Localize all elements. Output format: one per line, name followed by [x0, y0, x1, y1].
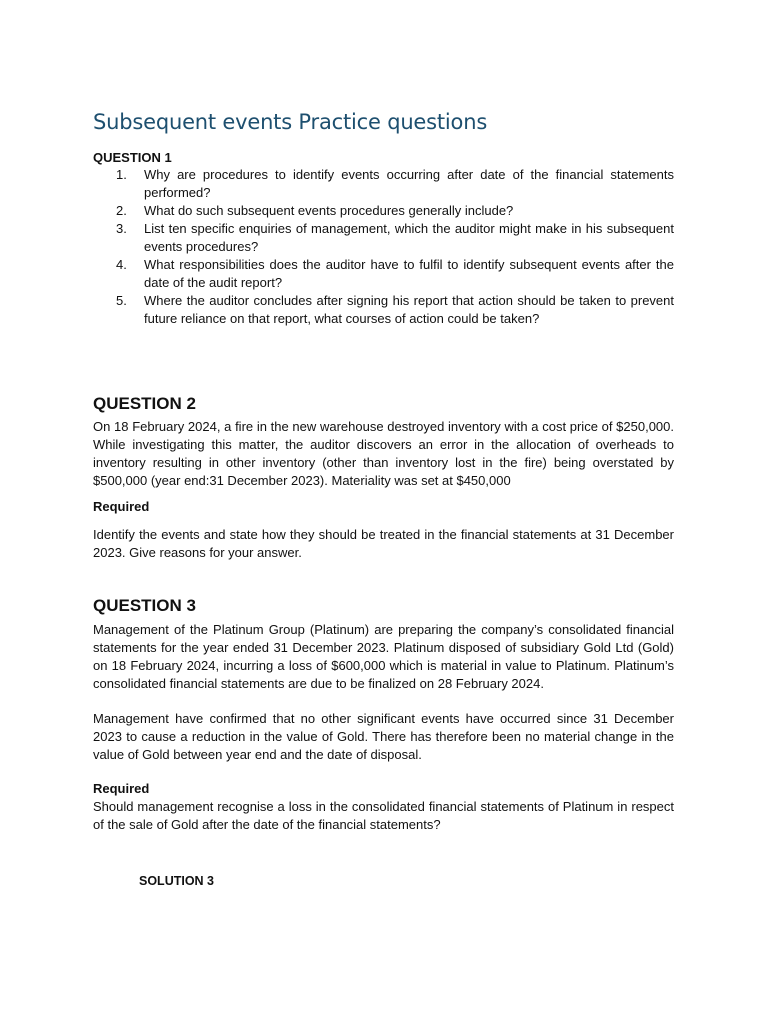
list-item-text: Where the auditor concludes after signing his report that action should be taken to prevent future reliance on that report, what courses of action could be taken?: [144, 293, 674, 326]
question-3-body-paragraph-2: Management have confirmed that no other significant events have occurred since 31 December 2023 to cause a reduction in the value of Gold. There has therefore been no material change in the value of Gold between year end and the date of disposal.: [93, 711, 674, 762]
question-1-item: [116, 256, 674, 292]
question-1-list: [93, 166, 674, 328]
question-3-required-text: Should management recognise a loss in the consolidated financial statements of Platinum in respect of the sale of Gold after the date of the financial statements?: [93, 799, 674, 832]
question-1-item: [116, 166, 674, 202]
question-1-item: [116, 220, 674, 256]
question-2-body: On 18 February 2024, a fire in the new warehouse destroyed inventory with a cost price of $250,000. While investigating this matter, the auditor discovers an error in the allocation of overheads to inventory resulting in other inventory (other than inventory lost in the fire) being overstated by $500,000 (year end:31 December 2023). Materiality was set at $450,000: [93, 419, 674, 488]
list-item-text: What responsibilities does the auditor have to fulfil to identify subsequent events after the date of the audit report?: [144, 257, 674, 290]
question-3-heading: QUESTION 3: [93, 596, 196, 615]
list-item-text: What do such subsequent events procedures generally include?: [144, 203, 514, 218]
question-2-required-label: Required: [93, 499, 150, 514]
question-3-body-paragraph-1: Management of the Platinum Group (Platinum) are preparing the company’s consolidated financial statements for the year ended 31 December 2023. Platinum disposed of subsidiary Gold Ltd (Gold) on 18 February 2024, incurring a loss of $600,000 which is material in value to Platinum. Platinum’s consolidated financial statements are due to be finalized on 28 February 2024.: [93, 622, 674, 691]
list-number: 1.: [116, 167, 127, 182]
list-number: 3.: [116, 221, 127, 236]
question-1-item: [116, 202, 674, 220]
document-title: Subsequent events Practice questions: [93, 110, 488, 134]
question-2-required-text: Identify the events and state how they should be treated in the financial statements at 31 December 2023. Give reasons for your answer.: [93, 527, 674, 560]
solution-3-heading: SOLUTION 3: [139, 874, 215, 888]
list-item-text: Why are procedures to identify events occurring after date of the financial statements performed?: [144, 167, 674, 200]
list-number: 5.: [116, 293, 127, 308]
question-2-heading: QUESTION 2: [93, 394, 196, 413]
list-number: 4.: [116, 257, 127, 272]
list-number: 2.: [116, 203, 127, 218]
question-1-heading: QUESTION 1: [93, 150, 172, 165]
list-item-text: List ten specific enquiries of management, which the auditor might make in his subsequent events procedures?: [144, 221, 674, 254]
question-3-required-label: Required: [93, 781, 150, 796]
question-1-item: [116, 292, 674, 328]
